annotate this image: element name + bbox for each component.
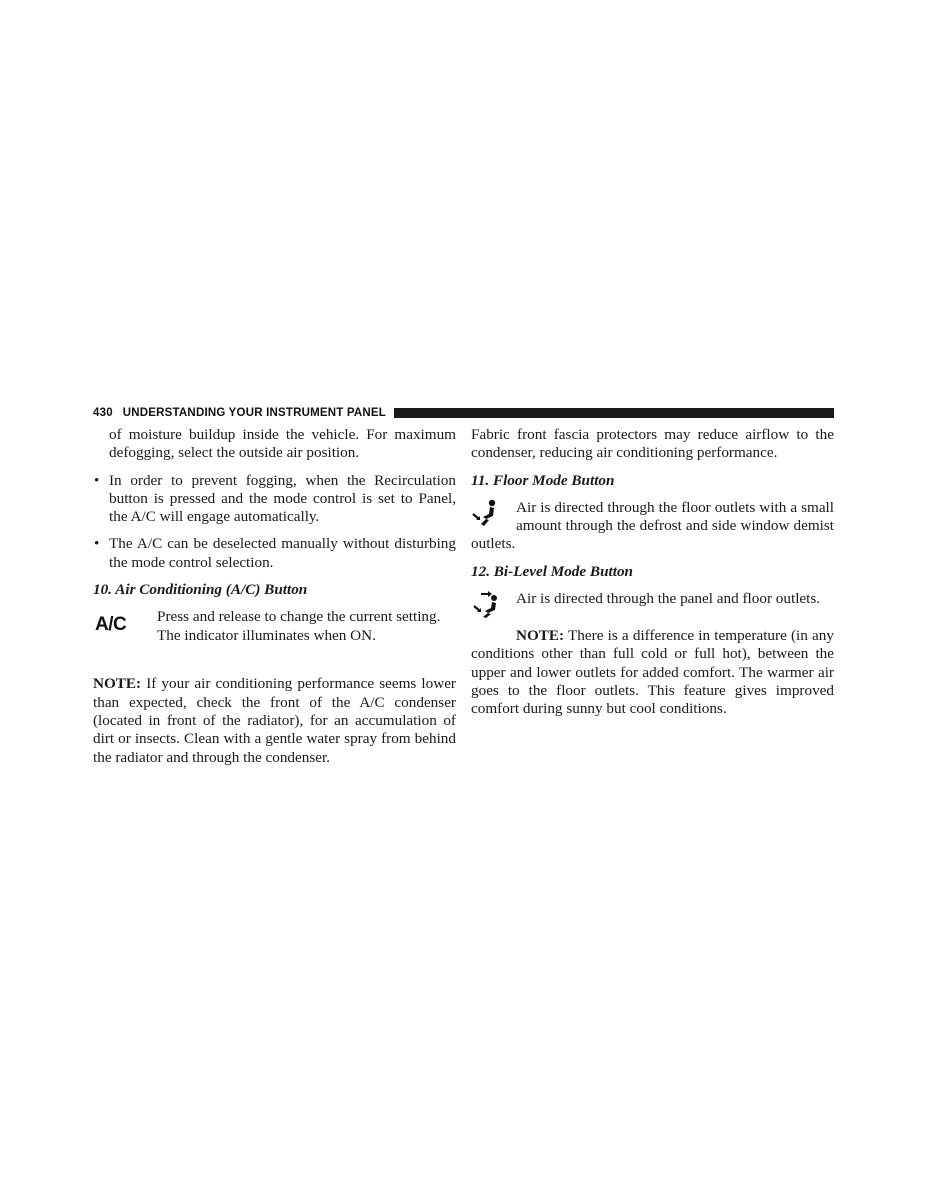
bilevel-section-heading: 12. Bi-Level Mode Button: [471, 562, 633, 580]
header-rule: [394, 408, 834, 418]
list-item: [93, 535, 456, 572]
list-item: [93, 472, 456, 527]
bilevel-note: [471, 627, 834, 718]
bullet-mark: •: [94, 471, 100, 489]
floor-section: [471, 499, 834, 554]
note-text: There is a difference in temperature (in any conditions other than full cold or full hot), between the upper and lower outlets for added comfort. The warmer air goes to the floor outlets. This feature gives improved comfort during sunny but cool conditions.: [471, 627, 834, 718]
page-number: 430: [93, 407, 113, 419]
bullet-text: In order to prevent fogging, when the Recirculation button is pressed and the mode control is set to Panel, the A/C will engage automatically.: [109, 471, 456, 526]
bi-level-mode-icon: [471, 590, 501, 618]
floor-section-body: Air is directed through the floor outlets with a small amount through the defrost and side window demist outlets.: [471, 498, 834, 553]
floor-mode-icon: [471, 499, 501, 527]
right-column: [471, 426, 834, 719]
intro-continuation: of moisture buildup inside the vehicle. For maximum defogging, select the outside air position.: [109, 426, 456, 462]
page-header: [93, 405, 834, 421]
bullet-text: The A/C can be deselected manually without disturbing the mode control selection.: [109, 535, 456, 571]
ac-section-body: Press and release to change the current setting. The indicator illuminates when ON.: [157, 608, 441, 644]
section-title: UNDERSTANDING YOUR INSTRUMENT PANEL: [122, 407, 386, 419]
bullet-mark: •: [94, 535, 100, 553]
floor-section-heading: 11. Floor Mode Button: [471, 471, 615, 489]
ac-section-heading: 10. Air Conditioning (A/C) Button: [93, 581, 308, 599]
note-label: NOTE:: [93, 675, 142, 693]
note-text: If your air conditioning performance seems lower than expected, check the front of the A/C condenser (located in front of the radiator), for an accumulation of dirt or insects. Clean with a gentle water spray from behind the radiator and through the condenser.: [93, 675, 456, 766]
left-column: [93, 426, 456, 767]
ac-section: [93, 608, 456, 648]
bilevel-section: [471, 590, 834, 618]
ac-note: [93, 675, 456, 766]
right-continuation: Fabric front fascia protectors may reduce airflow to the condenser, reducing air conditioning performance.: [471, 426, 834, 462]
ac-button-icon: A/C: [95, 614, 127, 636]
bilevel-section-body: Air is directed through the panel and floor outlets.: [516, 590, 821, 608]
note-label: NOTE:: [516, 627, 565, 645]
